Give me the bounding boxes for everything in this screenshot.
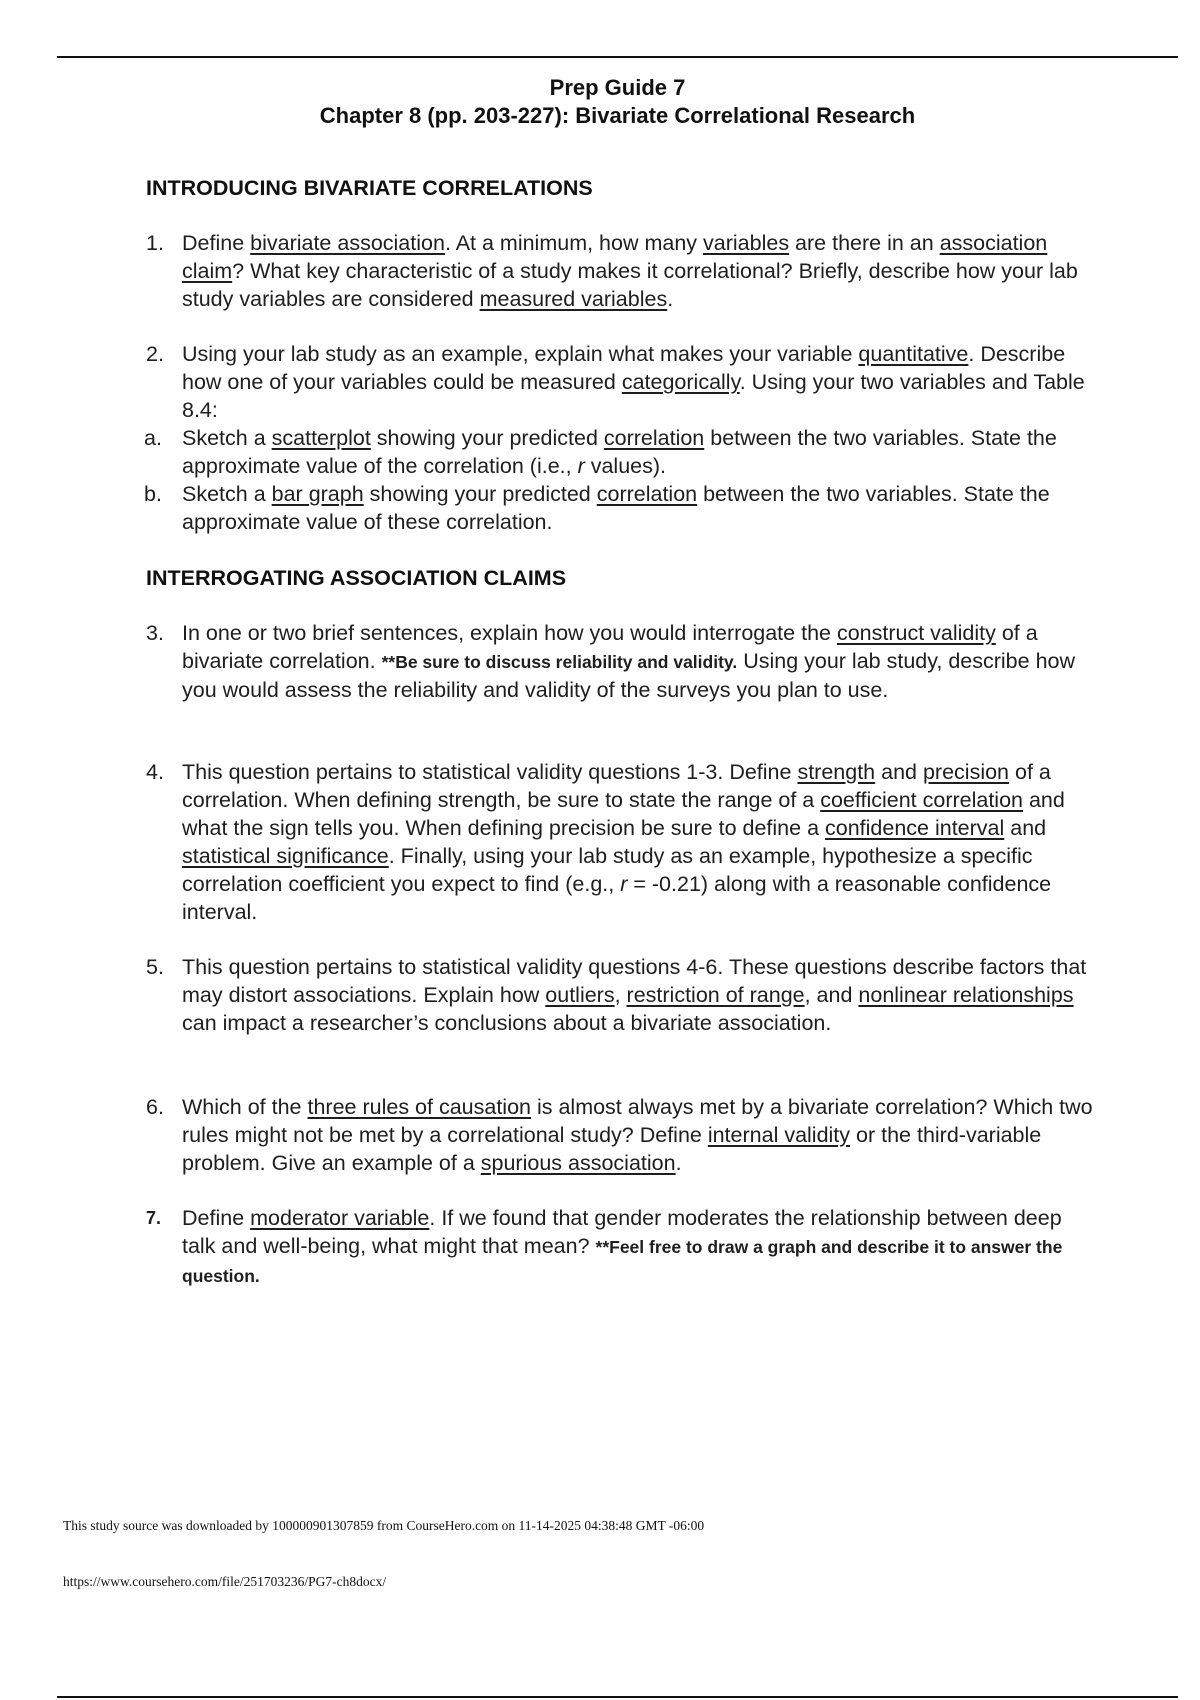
question-number: 6. bbox=[146, 1095, 164, 1119]
term: bar graph bbox=[271, 482, 364, 506]
term: construct validity bbox=[836, 621, 996, 645]
question-4 bbox=[146, 758, 1096, 926]
question-text: Which of the three rules of causation is almost always met by a bivariate correlation? Which two rules might not be met by a correlational study? Define internal validity or the third-variable problem. Give an example of a spurious association. bbox=[182, 1095, 1093, 1175]
term: coefficient correlation bbox=[820, 788, 1023, 812]
question-2 bbox=[146, 340, 1096, 536]
question-6 bbox=[146, 1093, 1096, 1177]
term: correlation bbox=[603, 426, 705, 450]
term: quantitative bbox=[858, 342, 969, 366]
question-number: 4. bbox=[146, 760, 164, 784]
question-text: This question pertains to statistical validity questions 4-6. These questions describe factors that may distort associations. Explain how outliers, restriction of range, and nonlinear relationships can impact a researcher’s conclusions about a bivariate association. bbox=[182, 955, 1087, 1035]
question-number: 7. bbox=[146, 1208, 162, 1228]
top-rule bbox=[57, 56, 1178, 58]
question-number: 1. bbox=[146, 231, 164, 255]
question-text: Define bivariate association. At a minimum, how many variables are there in an association claim? What key characteristic of a study makes it correlational? Briefly, describe how your lab study variables are considered measured variables. bbox=[182, 231, 1078, 311]
question-text: Using your lab study as an example, explain what makes your variable quantitative. Describe how one of your variables could be measured categorically. Using your two variables and Table 8.4: bbox=[182, 342, 1085, 422]
term: spurious association bbox=[480, 1151, 676, 1175]
question-number: 5. bbox=[146, 955, 164, 979]
term: restriction of range bbox=[626, 983, 805, 1007]
sub-question-a: a. Sketch a scatterplot showing your predicted correlation between the two variables. State the approximate value of the correlation (i.e., r values). bbox=[144, 426, 1057, 478]
sub-question-letter: b. bbox=[144, 482, 162, 506]
term: three rules of causation bbox=[307, 1095, 531, 1119]
term: association claim bbox=[182, 231, 1048, 283]
term: variables bbox=[703, 231, 790, 255]
question-text: In one or two brief sentences, explain how you would interrogate the construct validity of a bivariate correlation. **Be sure to discuss reliability and validity. Using your lab study, describe how you would assess the reliability and validity of the surveys you plan to use. bbox=[182, 621, 1076, 702]
question-number: 3. bbox=[146, 621, 164, 645]
question-7 bbox=[146, 1204, 1096, 1290]
bottom-rule bbox=[57, 1696, 1178, 1698]
document-subtitle: Chapter 8 (pp. 203-227): Bivariate Correlational Research bbox=[319, 103, 916, 128]
term: scatterplot bbox=[271, 426, 371, 450]
question-3 bbox=[146, 619, 1096, 704]
sub-question-letter: a. bbox=[144, 426, 162, 450]
term: moderator variable bbox=[250, 1206, 430, 1230]
question-1 bbox=[146, 229, 1096, 313]
term: strength bbox=[797, 760, 876, 784]
term: confidence interval bbox=[825, 816, 1005, 840]
term: correlation bbox=[596, 482, 698, 506]
download-notice: This study source was downloaded by 100000901307859 from CourseHero.com on 11-14-2025 04:38:48 GMT -06:00 bbox=[63, 1518, 705, 1533]
term: bivariate association bbox=[250, 231, 445, 255]
term: measured variables bbox=[479, 287, 668, 311]
bold-note: **Feel free to draw a graph and describe it to answer the question. bbox=[182, 1237, 1063, 1286]
term: internal validity bbox=[707, 1123, 851, 1147]
section-heading-interrogating: INTERROGATING ASSOCIATION CLAIMS bbox=[146, 566, 567, 590]
section-heading-intro: INTRODUCING BIVARIATE CORRELATIONS bbox=[146, 176, 593, 200]
source-url: https://www.coursehero.com/file/251703236/PG7-ch8docx/ bbox=[63, 1574, 387, 1589]
question-text: This question pertains to statistical validity questions 1-3. Define strength and precision of a correlation. When defining strength, be sure to state the range of a coefficient correlation and what the sign tells you. When defining precision be sure to define a confidence interval and statistical significance. Finally, using your lab study as an example, hypothesize a specific correlation coefficient you expect to find (e.g., r = -0.21) along with a reasonable confidence interval. bbox=[182, 760, 1065, 924]
question-text: Define moderator variable. If we found that gender moderates the relationship between deep talk and well-being, what might that mean? **Feel free to draw a graph and describe it to answer the question. bbox=[182, 1206, 1063, 1286]
term: precision bbox=[922, 760, 1010, 784]
bold-note: **Be sure to discuss reliability and validity. bbox=[381, 652, 738, 672]
term: categorically bbox=[621, 370, 740, 394]
term: outliers bbox=[545, 983, 615, 1007]
term: nonlinear relationships bbox=[858, 983, 1074, 1007]
term: statistical significance bbox=[182, 844, 389, 868]
question-number: 2. bbox=[146, 342, 164, 366]
sub-question-b: b. Sketch a bar graph showing your predicted correlation between the two variables. State the approximate value of these correlation. bbox=[144, 482, 1050, 534]
document-title: Prep Guide 7 bbox=[549, 75, 686, 100]
question-5 bbox=[146, 953, 1096, 1037]
